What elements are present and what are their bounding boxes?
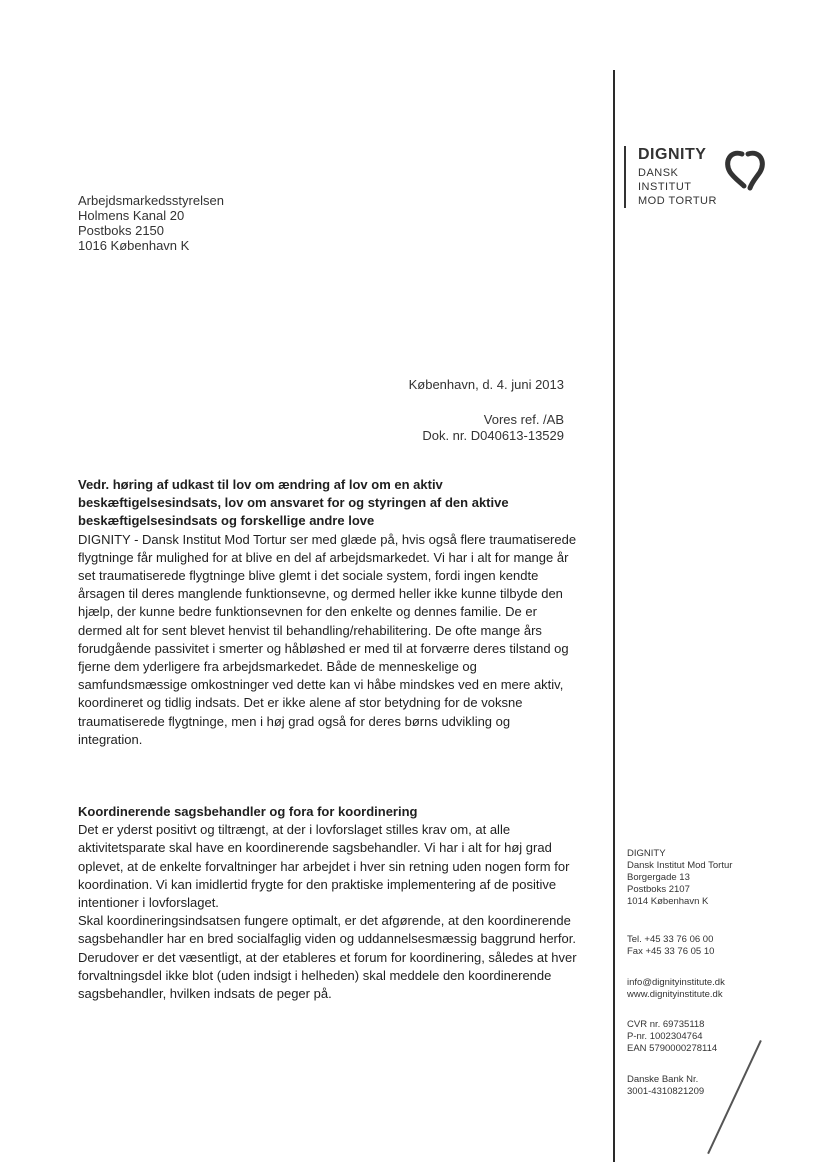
sender-name: DIGNITY: [627, 848, 666, 859]
fold-line: [707, 1040, 762, 1154]
sender-tel: Tel. +45 33 76 06 00: [627, 934, 714, 945]
recipient-line: Postboks 2150: [78, 223, 165, 238]
letter-date: København, d. 4. juni 2013: [408, 377, 564, 392]
sender-street: Borgergade 13: [627, 872, 690, 883]
logo-name: DIGNITY: [638, 146, 707, 163]
sender-fax: Fax +45 33 76 05 10: [627, 946, 715, 957]
recipient-line: 1016 København K: [78, 238, 190, 253]
sender-org: Dansk Institut Mod Tortur: [627, 860, 733, 871]
letter-body: [78, 476, 578, 749]
sender-email[interactable]: info@dignityinstitute.dk: [627, 977, 725, 988]
recipient-address: [78, 193, 224, 253]
sender-registration: [627, 1019, 717, 1055]
sender-bank: [627, 1074, 704, 1098]
section-heading: Koordinerende sagsbehandler og fora for koordinering: [78, 804, 418, 819]
logo-bar: [624, 146, 626, 208]
paragraph: Det er yderst positivt og tiltrængt, at der i lovforslaget stilles krav om, at alle aktivitetsparate skal have en koordinerende sagsbehandler. Vi har i alt for høj grad oplevet, at de enkelte forvaltninger har arbejdet i hver sin retning uden nogen form for koordination. Vi kan imidlertid frygte for den praktiske implementering af de positive intentioner i lovforslaget.: [78, 822, 570, 911]
document-number: Dok. nr. D040613-13529: [422, 428, 564, 443]
sender-bank-name: Danske Bank Nr.: [627, 1074, 699, 1085]
sender-phone: [627, 934, 714, 958]
sender-account: 3001-4310821209: [627, 1086, 705, 1097]
sender-city: 1014 København K: [627, 896, 709, 907]
reference: Vores ref. /AB: [483, 412, 564, 427]
letter-body-section-2: [78, 803, 578, 1003]
paragraph: Skal koordineringsindsatsen fungere optimalt, er det afgørende, at den koordinerende sagsbehandler har en bred socialfaglig viden og uddannelsesmæssig baggrund herfor. Derudover er det væsentligt, at der etableres et forum for koordinering, således at hver forvaltningsdel ikke blot (uden indsigt i helheden) skal meddele den koordinerende sagsbehandler, hvilken indsats de peger på.: [78, 913, 577, 1002]
sender-online: [627, 977, 725, 1001]
sender-pnr: P-nr. 1002304764: [627, 1031, 703, 1042]
sender-web[interactable]: www.dignityinstitute.dk: [627, 989, 723, 1000]
sender-ean: EAN 5790000278114: [627, 1043, 718, 1054]
logo-line-1: DANSK: [638, 167, 679, 179]
logo-line-3: MOD TORTUR: [638, 195, 717, 207]
margin-rule: [613, 70, 615, 1162]
subject-heading: Vedr. høring af udkast til lov om ændring af lov om en aktiv beskæftigelsesindsats, lov om ansvaret for og styringen af den aktive beskæftigelsesindsats og forskellige andre love: [78, 477, 509, 529]
heart-mark-icon: [722, 146, 768, 192]
sender-address: [627, 848, 732, 908]
logo-line-2: INSTITUT: [638, 181, 692, 193]
sender-cvr: CVR nr. 69735118: [627, 1019, 705, 1030]
sender-box: Postboks 2107: [627, 884, 690, 895]
paragraph: DIGNITY - Dansk Institut Mod Tortur ser med glæde på, hvis også flere traumatiserede flygtninge får mulighed for at blive en del af arbejdsmarkedet. Vi har i alt for mange år set traumatiserede flygtninge blive glemt i det sociale system, fordi ingen kendte årsagen til deres manglende funktionsevne, og dermed heller ikke kunne tilbyde den hjælp, der kunne bedre funktionsevnen for den enkelte og dennes familie. De er dermed alt for sent blevet henvist til behandling/rehabilitering. De ofte mange års forudgående passivitet i smerter og håbløshed er med til at forværre deres tilstand og fjerne dem yderligere fra arbejdsmarkedet. Både de menneskelige og samfundsmæssige omkostninger ved dette kan vi håbe mindskes ved en mere aktiv, koordineret og tidlig indsats. Det er ikke alene af stor betydning for de voksne traumatiserede flygtninge, men i høj grad også for deres børns udvikling og integration.: [78, 531, 577, 747]
dignity-logo: [624, 146, 774, 210]
recipient-line: Arbejdsmarkedsstyrelsen: [78, 193, 224, 208]
recipient-line: Holmens Kanal 20: [78, 208, 185, 223]
